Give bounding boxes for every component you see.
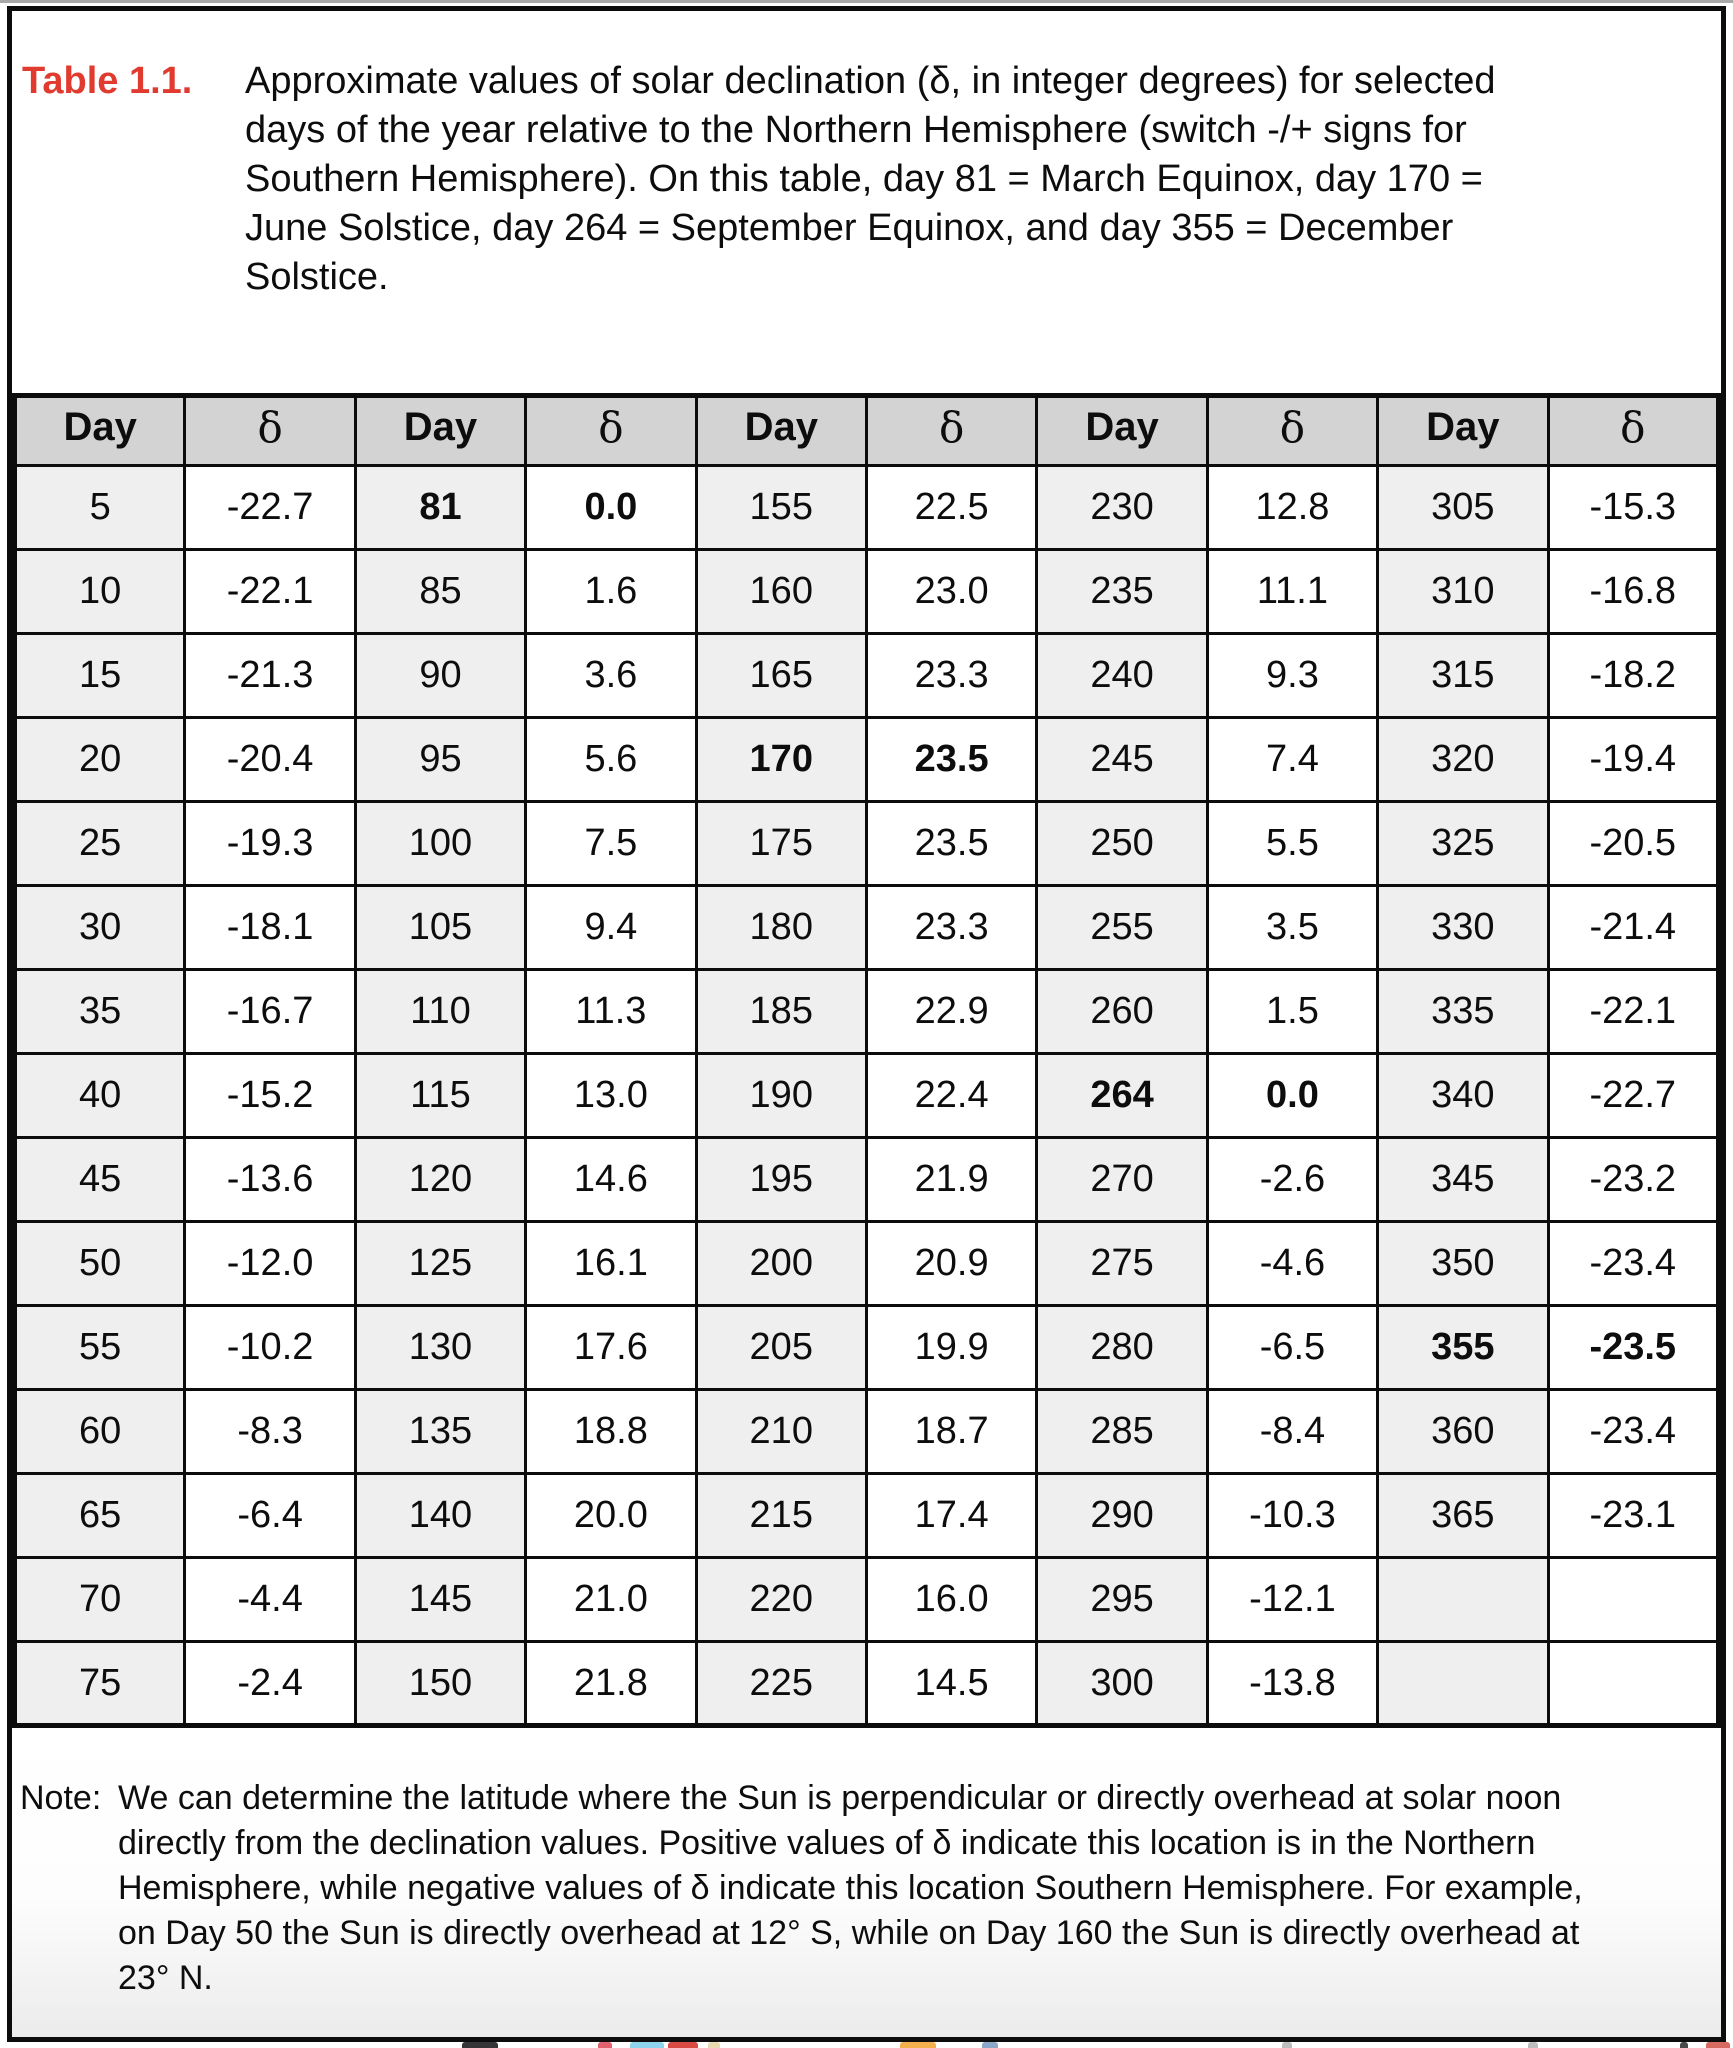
declination-cell: 11.1 — [1207, 550, 1377, 634]
day-cell: 200 — [696, 1222, 866, 1306]
dock-icon-fragment — [1706, 2042, 1730, 2048]
declination-cell: -21.3 — [185, 634, 355, 718]
day-cell: 340 — [1378, 1054, 1548, 1138]
declination-cell: 21.0 — [526, 1558, 696, 1642]
day-cell: 10 — [15, 550, 185, 634]
declination-cell: -18.2 — [1548, 634, 1718, 718]
caption-line: days of the year relative to the Northern Hemisphere (switch -/+ signs for — [245, 109, 1467, 151]
declination-cell: 1.6 — [526, 550, 696, 634]
declination-cell: -16.8 — [1548, 550, 1718, 634]
declination-cell: 23.0 — [866, 550, 1036, 634]
declination-cell: -22.7 — [185, 466, 355, 550]
column-header-delta: δ — [866, 396, 1036, 466]
declination-cell: -23.4 — [1548, 1390, 1718, 1474]
caption-line: Solstice. — [245, 256, 389, 298]
day-cell: 115 — [355, 1054, 525, 1138]
dock-icon-fragment — [982, 2042, 998, 2048]
day-cell: 210 — [696, 1390, 866, 1474]
day-cell: 165 — [696, 634, 866, 718]
declination-cell: 18.7 — [866, 1390, 1036, 1474]
day-cell: 125 — [355, 1222, 525, 1306]
day-cell: 255 — [1037, 886, 1207, 970]
table-row — [15, 1558, 1719, 1642]
declination-cell: 22.9 — [866, 970, 1036, 1054]
column-header-day: Day — [355, 396, 525, 466]
declination-cell: 13.0 — [526, 1054, 696, 1138]
declination-cell: -16.7 — [185, 970, 355, 1054]
declination-cell: 9.4 — [526, 886, 696, 970]
day-cell: 355 — [1378, 1306, 1548, 1390]
declination-cell: 20.0 — [526, 1474, 696, 1558]
day-cell: 310 — [1378, 550, 1548, 634]
day-cell: 155 — [696, 466, 866, 550]
declination-cell: -13.8 — [1207, 1642, 1377, 1726]
dock-icon-fragment — [630, 2042, 664, 2048]
declination-cell: 7.4 — [1207, 718, 1377, 802]
declination-cell: -4.6 — [1207, 1222, 1377, 1306]
declination-cell: 18.8 — [526, 1390, 696, 1474]
day-cell: 15 — [15, 634, 185, 718]
declination-cell: 3.5 — [1207, 886, 1377, 970]
note-line: We can determine the latitude where the Sun is perpendicular or directly overhead at solar noon — [118, 1779, 1562, 1817]
day-cell: 240 — [1037, 634, 1207, 718]
declination-cell: 20.9 — [866, 1222, 1036, 1306]
declination-cell: 14.6 — [526, 1138, 696, 1222]
day-cell: 285 — [1037, 1390, 1207, 1474]
day-cell — [1378, 1558, 1548, 1642]
declination-cell: 12.8 — [1207, 466, 1377, 550]
declination-cell: -2.6 — [1207, 1138, 1377, 1222]
declination-cell: -23.2 — [1548, 1138, 1718, 1222]
day-cell: 30 — [15, 886, 185, 970]
column-header-delta: δ — [185, 396, 355, 466]
declination-cell: -2.4 — [185, 1642, 355, 1726]
day-cell: 65 — [15, 1474, 185, 1558]
day-cell: 81 — [355, 466, 525, 550]
table-row — [15, 1642, 1719, 1726]
day-cell: 75 — [15, 1642, 185, 1726]
day-cell: 315 — [1378, 634, 1548, 718]
table-row — [15, 1138, 1719, 1222]
dock-icon-fragment — [462, 2042, 498, 2048]
declination-cell: -10.2 — [185, 1306, 355, 1390]
day-cell: 180 — [696, 886, 866, 970]
column-header-day: Day — [1037, 396, 1207, 466]
table-row — [15, 970, 1719, 1054]
day-cell: 205 — [696, 1306, 866, 1390]
declination-cell: -15.2 — [185, 1054, 355, 1138]
dock-icon-fragment — [900, 2042, 936, 2048]
declination-cell: -4.4 — [185, 1558, 355, 1642]
day-cell: 90 — [355, 634, 525, 718]
table-note — [12, 1728, 1721, 2037]
day-cell: 350 — [1378, 1222, 1548, 1306]
declination-cell: -22.1 — [1548, 970, 1718, 1054]
declination-cell: -21.4 — [1548, 886, 1718, 970]
declination-cell: 23.5 — [866, 802, 1036, 886]
day-cell: 215 — [696, 1474, 866, 1558]
day-cell: 145 — [355, 1558, 525, 1642]
day-cell: 160 — [696, 550, 866, 634]
declination-cell: -20.4 — [185, 718, 355, 802]
declination-cell — [1548, 1558, 1718, 1642]
caption-line: Approximate values of solar declination (δ, in integer degrees) for selected — [245, 60, 1496, 102]
day-cell: 250 — [1037, 802, 1207, 886]
day-cell: 95 — [355, 718, 525, 802]
table-caption-label: Table 1.1. — [22, 60, 193, 102]
day-cell: 45 — [15, 1138, 185, 1222]
day-cell: 280 — [1037, 1306, 1207, 1390]
day-cell: 25 — [15, 802, 185, 886]
day-cell: 260 — [1037, 970, 1207, 1054]
day-cell: 140 — [355, 1474, 525, 1558]
declination-cell: 16.1 — [526, 1222, 696, 1306]
day-cell: 195 — [696, 1138, 866, 1222]
note-label: Note: — [20, 1779, 102, 1817]
day-cell: 105 — [355, 886, 525, 970]
table-row — [15, 886, 1719, 970]
day-cell: 40 — [15, 1054, 185, 1138]
day-cell: 60 — [15, 1390, 185, 1474]
day-cell: 175 — [696, 802, 866, 886]
declination-cell: 1.5 — [1207, 970, 1377, 1054]
note-line: 23° N. — [118, 1959, 213, 1997]
day-cell: 20 — [15, 718, 185, 802]
table-row — [15, 802, 1719, 886]
declination-cell: 17.6 — [526, 1306, 696, 1390]
table-caption-text — [245, 57, 1681, 302]
dock-icon-fragment — [668, 2042, 698, 2048]
declination-cell: 23.5 — [866, 718, 1036, 802]
declination-cell: 19.9 — [866, 1306, 1036, 1390]
day-cell: 55 — [15, 1306, 185, 1390]
table-row — [15, 718, 1719, 802]
table-header — [15, 396, 1719, 466]
dock-icon-fragment — [598, 2042, 612, 2048]
declination-cell: 9.3 — [1207, 634, 1377, 718]
note-line: on Day 50 the Sun is directly overhead at 12° S, while on Day 160 the Sun is directly overhead at — [118, 1914, 1580, 1952]
day-cell: 120 — [355, 1138, 525, 1222]
day-cell: 85 — [355, 550, 525, 634]
dock-icon-fragment — [1282, 2042, 1292, 2048]
declination-cell: -18.1 — [185, 886, 355, 970]
day-cell: 35 — [15, 970, 185, 1054]
declination-cell: -12.0 — [185, 1222, 355, 1306]
day-cell — [1378, 1642, 1548, 1726]
dock-icon-fragment — [1680, 2042, 1688, 2048]
declination-cell: 11.3 — [526, 970, 696, 1054]
day-cell: 170 — [696, 718, 866, 802]
day-cell: 290 — [1037, 1474, 1207, 1558]
day-cell: 325 — [1378, 802, 1548, 886]
table-row — [15, 466, 1719, 550]
declination-cell: 23.3 — [866, 886, 1036, 970]
declination-cell: -19.3 — [185, 802, 355, 886]
column-header-delta: δ — [526, 396, 696, 466]
declination-cell: -6.5 — [1207, 1306, 1377, 1390]
column-header-delta: δ — [1207, 396, 1377, 466]
column-header-day: Day — [15, 396, 185, 466]
day-cell: 5 — [15, 466, 185, 550]
declination-cell: 0.0 — [526, 466, 696, 550]
declination-cell: 5.6 — [526, 718, 696, 802]
declination-cell: 16.0 — [866, 1558, 1036, 1642]
dock-icon-fragment — [1528, 2042, 1538, 2048]
day-cell: 320 — [1378, 718, 1548, 802]
declination-cell: 7.5 — [526, 802, 696, 886]
day-cell: 50 — [15, 1222, 185, 1306]
declination-cell: -22.7 — [1548, 1054, 1718, 1138]
note-line: directly from the declination values. Positive values of δ indicate this location is in the Northern — [118, 1824, 1536, 1862]
declination-cell: 17.4 — [866, 1474, 1036, 1558]
declination-cell: -13.6 — [185, 1138, 355, 1222]
table-header-row — [15, 396, 1719, 466]
declination-cell: -22.1 — [185, 550, 355, 634]
day-cell: 335 — [1378, 970, 1548, 1054]
column-header-day: Day — [1378, 396, 1548, 466]
declination-cell: -15.3 — [1548, 466, 1718, 550]
declination-cell: 3.6 — [526, 634, 696, 718]
column-header-delta: δ — [1548, 396, 1718, 466]
day-cell: 185 — [696, 970, 866, 1054]
table-body — [15, 466, 1719, 1726]
table-figure-box — [7, 6, 1726, 2042]
declination-cell: -20.5 — [1548, 802, 1718, 886]
declination-cell: 21.9 — [866, 1138, 1036, 1222]
declination-cell: 14.5 — [866, 1642, 1036, 1726]
declination-cell: -6.4 — [185, 1474, 355, 1558]
declination-cell: 23.3 — [866, 634, 1036, 718]
table-row — [15, 634, 1719, 718]
day-cell: 220 — [696, 1558, 866, 1642]
day-cell: 70 — [15, 1558, 185, 1642]
table-caption — [12, 11, 1721, 393]
declination-cell — [1548, 1642, 1718, 1726]
note-text — [118, 1776, 1691, 2001]
declination-cell: 5.5 — [1207, 802, 1377, 886]
page-top-edge — [0, 0, 1733, 3]
day-cell: 345 — [1378, 1138, 1548, 1222]
caption-line: June Solstice, day 264 = September Equinox, and day 355 = December — [245, 207, 1454, 249]
table-row — [15, 1054, 1719, 1138]
declination-cell: 22.4 — [866, 1054, 1036, 1138]
day-cell: 275 — [1037, 1222, 1207, 1306]
day-cell: 190 — [696, 1054, 866, 1138]
table-row — [15, 1390, 1719, 1474]
day-cell: 245 — [1037, 718, 1207, 802]
table-row — [15, 1474, 1719, 1558]
dock-icon-fragment — [708, 2042, 720, 2048]
day-cell: 360 — [1378, 1390, 1548, 1474]
table-row — [15, 550, 1719, 634]
declination-cell: -23.5 — [1548, 1306, 1718, 1390]
day-cell: 150 — [355, 1642, 525, 1726]
day-cell: 330 — [1378, 886, 1548, 970]
day-cell: 135 — [355, 1390, 525, 1474]
declination-cell: 21.8 — [526, 1642, 696, 1726]
column-header-day: Day — [696, 396, 866, 466]
day-cell: 230 — [1037, 466, 1207, 550]
note-line: Hemisphere, while negative values of δ indicate this location Southern Hemisphere. For example, — [118, 1869, 1583, 1907]
declination-cell: 0.0 — [1207, 1054, 1377, 1138]
day-cell: 264 — [1037, 1054, 1207, 1138]
declination-cell: -23.1 — [1548, 1474, 1718, 1558]
declination-cell: -12.1 — [1207, 1558, 1377, 1642]
table-row — [15, 1306, 1719, 1390]
declination-cell: -23.4 — [1548, 1222, 1718, 1306]
day-cell: 110 — [355, 970, 525, 1054]
day-cell: 100 — [355, 802, 525, 886]
day-cell: 305 — [1378, 466, 1548, 550]
declination-cell: -8.4 — [1207, 1390, 1377, 1474]
day-cell: 295 — [1037, 1558, 1207, 1642]
declination-cell: -8.3 — [185, 1390, 355, 1474]
declination-cell: -10.3 — [1207, 1474, 1377, 1558]
day-cell: 235 — [1037, 550, 1207, 634]
table-row — [15, 1222, 1719, 1306]
day-cell: 300 — [1037, 1642, 1207, 1726]
day-cell: 130 — [355, 1306, 525, 1390]
day-cell: 270 — [1037, 1138, 1207, 1222]
declination-cell: -19.4 — [1548, 718, 1718, 802]
cropped-dock-icons-strip — [0, 2042, 1733, 2048]
declination-cell: 22.5 — [866, 466, 1036, 550]
solar-declination-table — [12, 393, 1721, 1728]
caption-line: Southern Hemisphere). On this table, day 81 = March Equinox, day 170 = — [245, 158, 1483, 200]
day-cell: 225 — [696, 1642, 866, 1726]
day-cell: 365 — [1378, 1474, 1548, 1558]
